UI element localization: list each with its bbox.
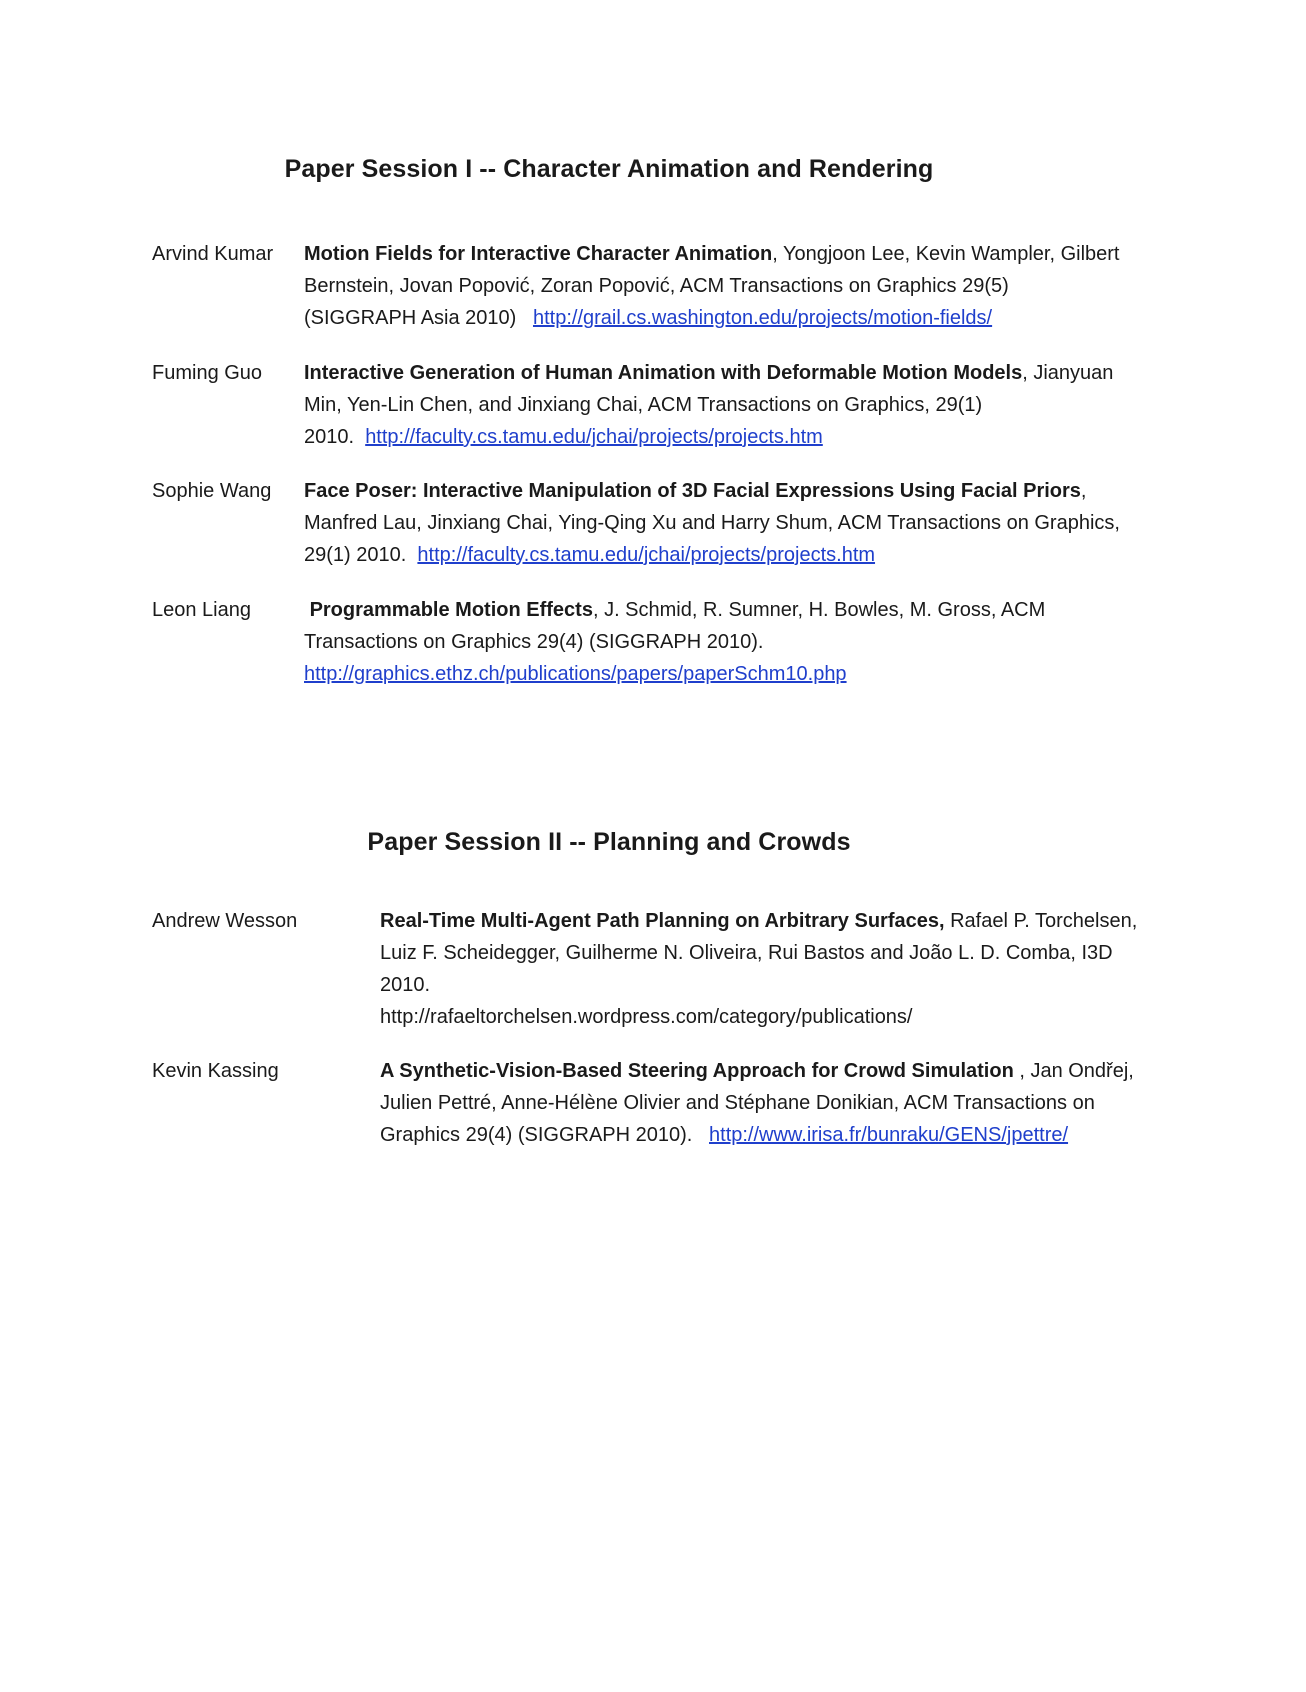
paper-title: Interactive Generation of Human Animation with Deformable Motion Models [304, 362, 1023, 384]
paper-link: http://rafaeltorchelsen.wordpress.com/category/publications/ [380, 1006, 913, 1028]
presenter-name: Arvind Kumar [152, 243, 274, 265]
paper-link[interactable]: http://grail.cs.washington.edu/projects/motion-fields/ [532, 307, 993, 329]
citation [304, 238, 1124, 334]
paper-title: Face Poser: Interactive Manipulation of 3D Facial Expressions Using Facial Priors [304, 480, 1081, 502]
citation-details: , Jianyuan Min, Yen-Lin Chen, and Jinxiang Chai, ACM Transactions on Graphics, 29(1) 2010. [304, 362, 1114, 448]
citation-details: , Manfred Lau, Jinxiang Chai, Ying-Qing Xu and Harry Shum, ACM Transactions on Graphics, 29(1) 2010. [304, 480, 1120, 566]
paper-title: Motion Fields for Interactive Character Animation [304, 243, 773, 265]
citation-details: Rafael P. Torchelsen, Luiz F. Scheidegger, Guilherme N. Oliveira, Rui Bastos and João L. D. Comba, I3D 2010. [380, 910, 1138, 996]
presenter-name: Leon Liang [152, 599, 251, 621]
paper-link[interactable]: http://faculty.cs.tamu.edu/jchai/projects/projects.htm [417, 544, 876, 566]
presenter-name: Kevin Kassing [152, 1060, 279, 1082]
citation [304, 475, 1124, 571]
paper-link[interactable]: http://www.irisa.fr/bunraku/GENS/jpettre/ [709, 1124, 1069, 1146]
paper-title: A Synthetic-Vision-Based Steering Approach for Crowd Simulation [380, 1060, 1014, 1082]
citation [304, 357, 1124, 453]
paper-link[interactable]: http://faculty.cs.tamu.edu/jchai/projects/projects.htm [365, 426, 823, 448]
session-title: Paper Session II -- Planning and Crowds [367, 828, 851, 856]
paper-title: Programmable Motion Effects [309, 599, 593, 621]
citation [380, 905, 1140, 1033]
citation-details: , Jan Ondřej, Julien Pettré, Anne-Hélène Olivier and Stéphane Donikian, ACM Transactions on Graphics 29(4) (SIGGRAPH 2010). [380, 1060, 1134, 1146]
citation-details: , J. Schmid, R. Sumner, H. Bowles, M. Gross, ACM Transactions on Graphics 29(4) (SIGGRAPH 2010). [304, 599, 1046, 653]
paper-title: Real-Time Multi-Agent Path Planning on Arbitrary Surfaces, [380, 910, 945, 932]
citation-details: , Yongjoon Lee, Kevin Wampler, Gilbert Bernstein, Jovan Popović, Zoran Popović, ACM Transactions on Graphics 29(5) (SIGGRAPH Asia 2010) [304, 243, 1120, 329]
presenter-name: Sophie Wang [152, 480, 272, 502]
citation [380, 1055, 1140, 1151]
presenter-name: Fuming Guo [152, 362, 263, 384]
session-title: Paper Session I -- Character Animation and Rendering [284, 155, 934, 183]
presenter-name: Andrew Wesson [152, 910, 298, 932]
citation [304, 594, 1124, 690]
paper-link[interactable]: http://graphics.ethz.ch/publications/papers/paperSchm10.php [304, 663, 847, 685]
